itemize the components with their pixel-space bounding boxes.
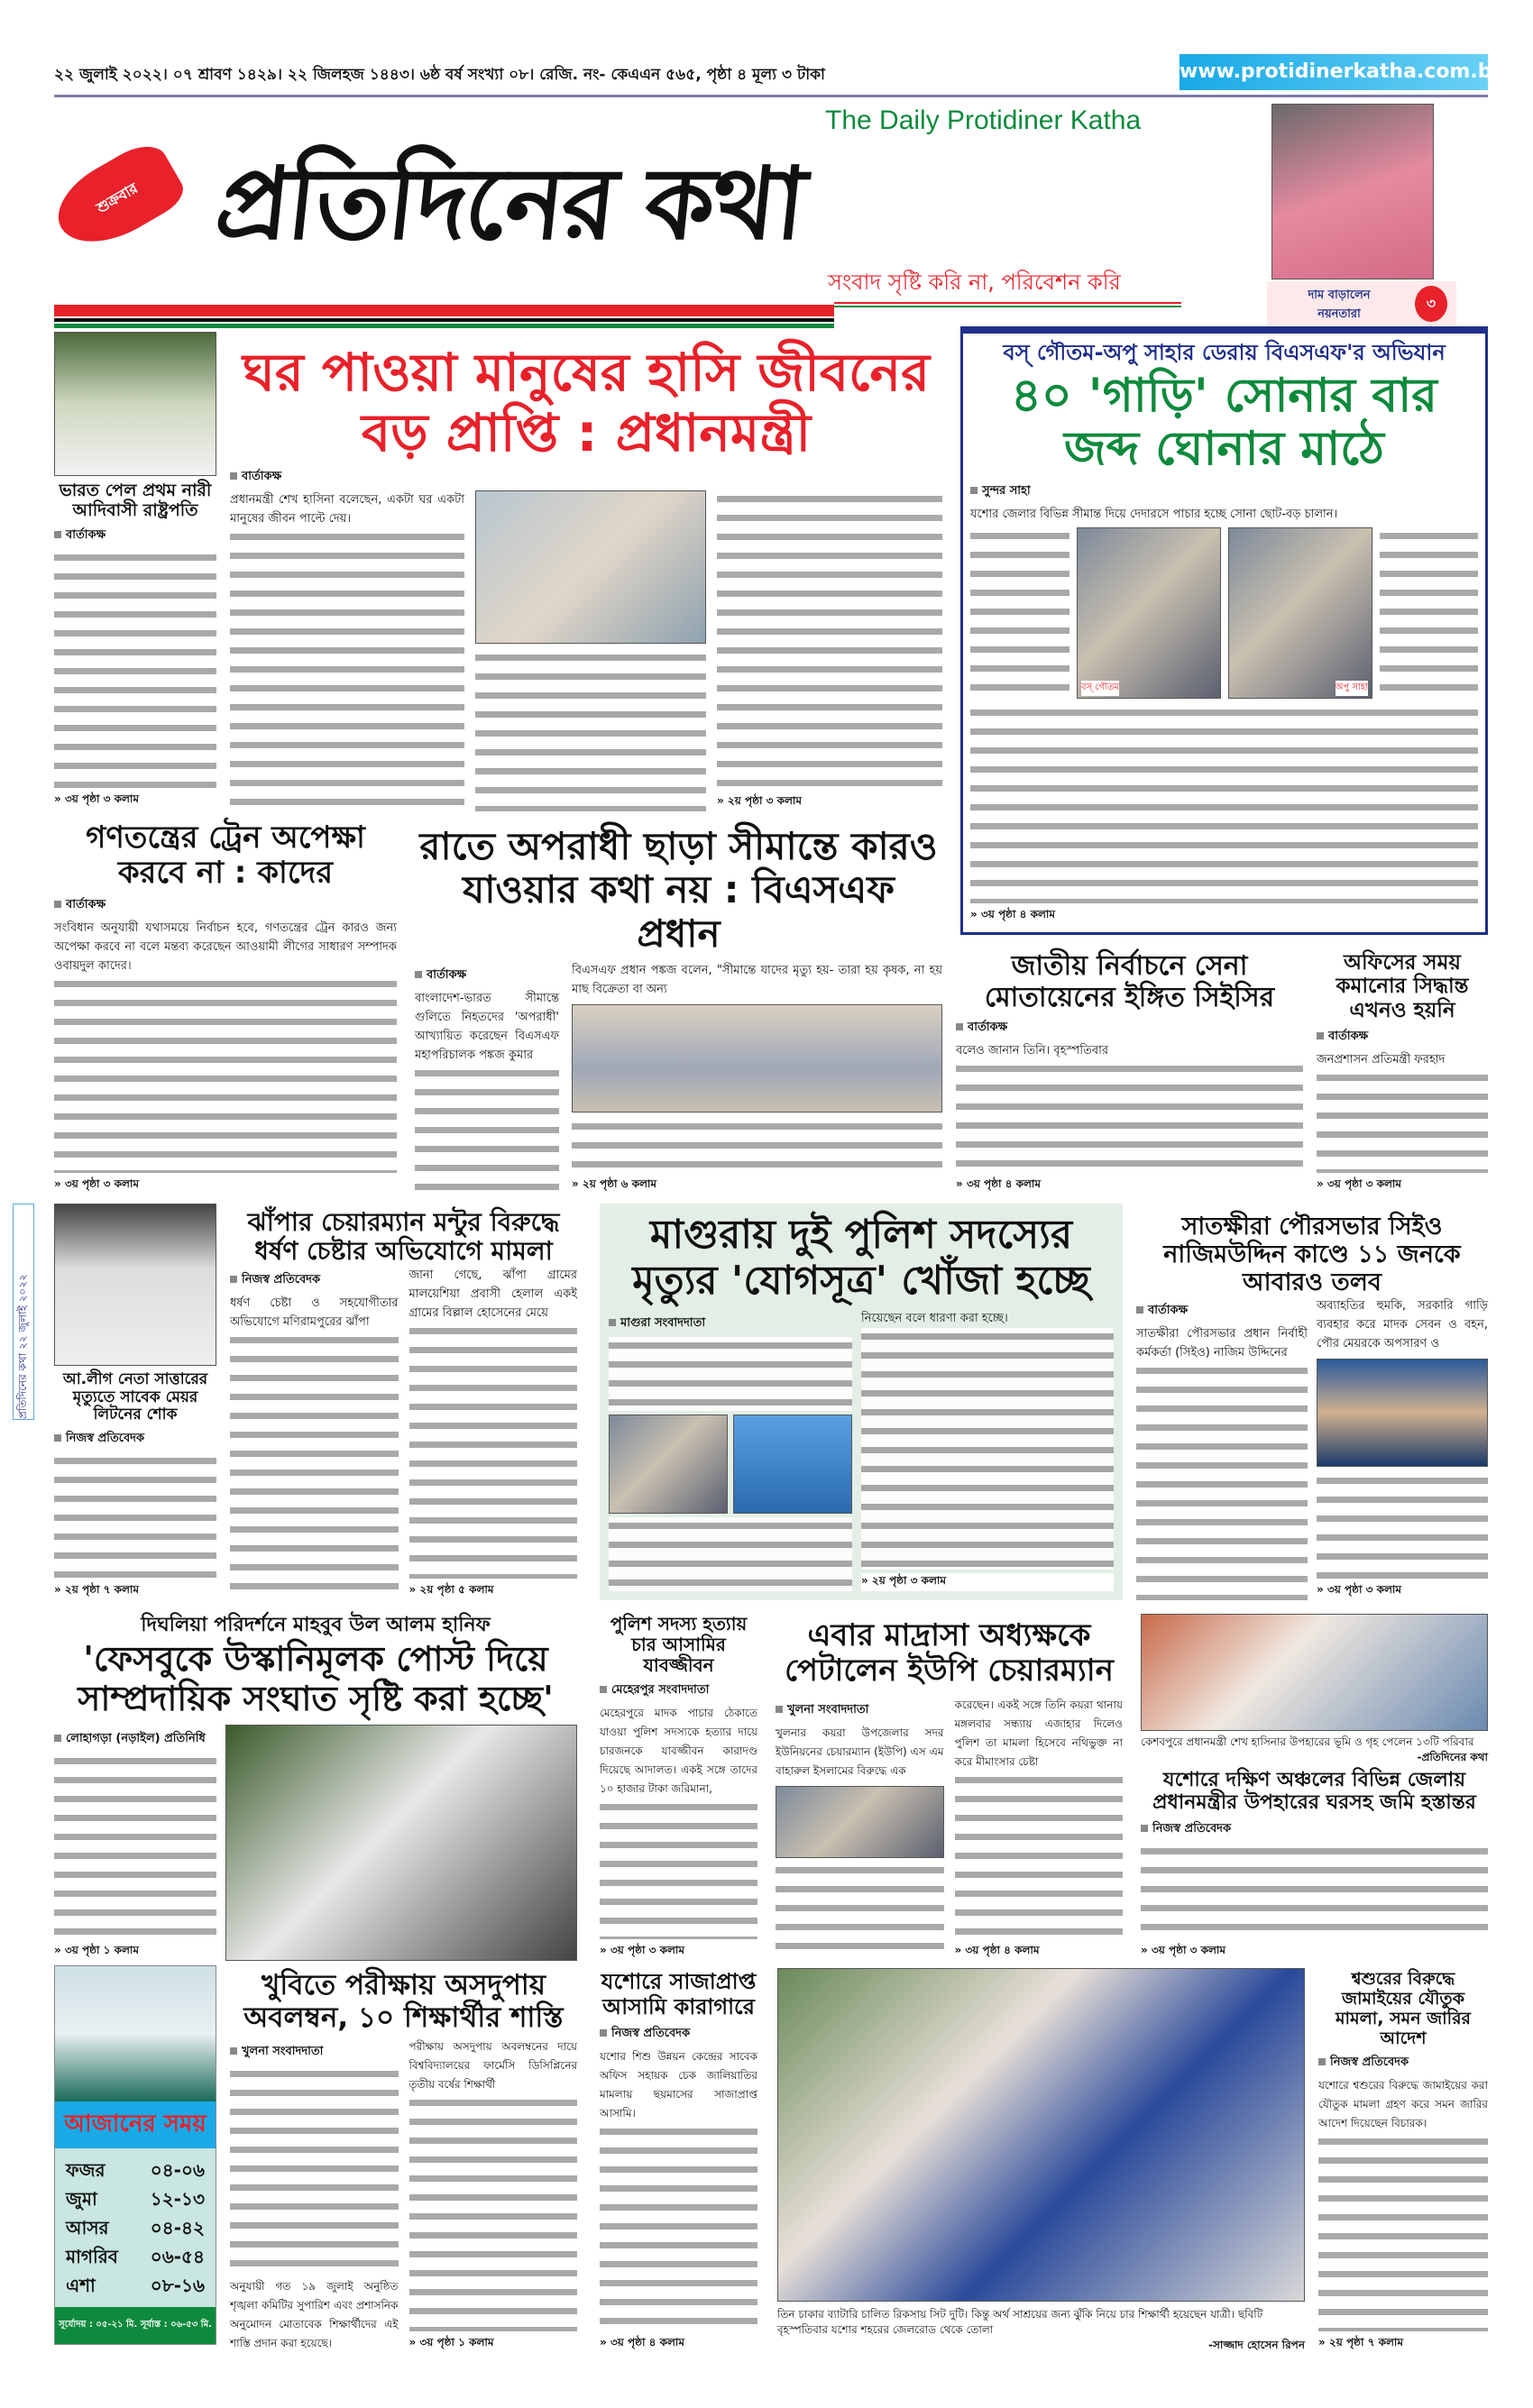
apu-photo: অপু সাহা bbox=[1228, 527, 1372, 699]
promo-caption-box[interactable] bbox=[1267, 281, 1456, 326]
article-lead: খুলনার কয়রা উপজেলার সদর ইউনিয়নের চেয়ারম্যান (ইউপি) এস এম বাহারুল ইসলামের বিরুদ্ধে এক bbox=[776, 1726, 944, 1778]
masthead-english: The Daily Protidiner Katha bbox=[825, 105, 1142, 135]
bsf-headline: রাতে অপরাধী ছাড়া সীমান্তে কারও যাওয়ার কথা নয় : বিএসএফ প্রধান bbox=[419, 824, 938, 956]
continued-link[interactable]: » ৩য় পৃষ্ঠা ৪ কলাম bbox=[600, 2335, 757, 2353]
madrasa-photo bbox=[776, 1786, 944, 1858]
quader-story[interactable] bbox=[54, 820, 397, 1195]
rickshaw-photo bbox=[777, 1968, 1305, 2302]
masthead-logo: প্রতিদিনের কথা bbox=[210, 145, 809, 261]
satkhira-headline: সাতক্ষীরা পৌরসভার সিইও নাজিমউদ্দিন কাণ্ডে ১১ জনকে আবারও তলব bbox=[1163, 1213, 1461, 1297]
article-text: বিএসএফ প্রধান পঙ্কজ বলেন, "সীমান্তে যাদের মৃত্যু হয়- তারা হয় কৃষক, না হয় মাছ বিক্রেতা বা অন্য bbox=[572, 963, 942, 996]
mosque-photo bbox=[55, 1966, 216, 2101]
prayer-time: ১২-১৩ bbox=[150, 2188, 205, 2210]
continued-link[interactable]: » ৩য় পৃষ্ঠা ৩ কলাম bbox=[1317, 1582, 1488, 1600]
lead-headline: ঘর পাওয়া মানুষের হাসি জীবনের বড় প্রাপ্তি : প্রধানমন্ত্রী bbox=[243, 342, 930, 463]
prayer-name: জুমা bbox=[66, 2188, 97, 2210]
police-photo-1 bbox=[609, 1415, 728, 1514]
article-lead: জনপ্রশাসন প্রতিমন্ত্রী ফরহাদ bbox=[1317, 1053, 1446, 1067]
condolence-story[interactable] bbox=[54, 1204, 216, 1600]
prayer-list bbox=[55, 2148, 216, 2307]
side-label: প্রতিদিনের কথা ২২ জুলাই ২০২২ bbox=[13, 1204, 34, 1420]
jail-headline: যশোরে সাজাপ্রাপ্ত আসামি কারাগারে bbox=[601, 1969, 757, 2019]
bsf-story[interactable] bbox=[415, 825, 942, 1195]
kubi-headline: খুবিতে পরীক্ষায় অসদুপায় অবলম্বন, ১০ শিক্ষার্থীর শাস্তি bbox=[243, 1969, 564, 2034]
article-lead: মেহেরপুরে মাদক পাচার ঠেকাতে যাওয়া পুলিশ সদস্যকে হত্যার দায়ে চারজনকে যাবজ্জীবন কারাদণ্ড দিয়েছে আদালত। একই সঙ্গে তাদের ১০ হাজার টাকা জরিমানা, bbox=[600, 1707, 757, 1795]
article-body bbox=[54, 549, 216, 788]
continued-link[interactable]: » ২য় পৃষ্ঠা ৬ কলাম bbox=[572, 1177, 942, 1195]
byline: বার্তাকক্ষ bbox=[1317, 1028, 1488, 1047]
article-text: অব্যাহতির হুমকি, সরকারি গাড়ি ব্যবহার করে মাদক সেবন ও বহন, পৌর মেয়রকে অপসারণ ও bbox=[1317, 1299, 1488, 1351]
continued-link[interactable]: » ২য় পৃষ্ঠা ৩ কলাম bbox=[717, 793, 942, 811]
jhapa-story[interactable] bbox=[230, 1208, 577, 1600]
hanif-story[interactable] bbox=[54, 1614, 577, 1961]
article-lead: যশোর জেলার বিভিন্ন সীমান্ত দিয়ে দেদারসে পাচার হচ্ছে সোনা ছোট-বড় চালান। bbox=[970, 508, 1338, 522]
byline: বার্তাকক্ষ bbox=[956, 1019, 1303, 1038]
magura-headline: মাগুরায় দুই পুলিশ সদস্যের মৃত্যুর 'যোগসূত্র' খোঁজা হচ্ছে bbox=[632, 1212, 1090, 1304]
cec-story[interactable] bbox=[956, 951, 1303, 1195]
prayer-title: আজানের সময় bbox=[55, 2101, 216, 2148]
article-lead: যশোর শিশু উন্নয়ন কেন্দ্রের সাবেক অফিস সহায়ক চেক জালিয়াতির মামলায় ছয়মাসের সাজাপ্রাপ্ত আসামি। bbox=[600, 2050, 757, 2120]
bsf-meeting-photo bbox=[572, 1004, 942, 1112]
article-lead: সংবিধান অনুযায়ী যথাসময়ে নির্বাচন হবে, গণতন্ত্রের ট্রেন কারও জন্য অপেক্ষা করবে না বলে মন্তব্য করেছেন আওয়ামী লীগের সাধারণ সম্পাদক ওবায়দুল কাদের। bbox=[54, 921, 397, 974]
prayer-time: ০৮-১৬ bbox=[150, 2275, 205, 2296]
housing-photo bbox=[1141, 1614, 1488, 1731]
rickshaw-feature[interactable] bbox=[777, 1968, 1305, 2353]
madrasa-story[interactable] bbox=[776, 1618, 1123, 1961]
hanif-kicker: দিঘলিয়া পরিদর্শনে মাহবুব উল আলম হানিফ bbox=[141, 1614, 491, 1636]
dowry-story[interactable] bbox=[1318, 1970, 1488, 2353]
police-photo-2 bbox=[733, 1415, 852, 1514]
byline: খুলনা সংবাদদাতা bbox=[776, 1701, 944, 1720]
byline: নিজস্ব প্রতিবেদক bbox=[54, 1430, 216, 1449]
slogan-rule bbox=[834, 302, 1181, 307]
office-story[interactable] bbox=[1317, 951, 1488, 1195]
masthead-slogan: সংবাদ সৃষ্টি করি না, পরিবেশন করি bbox=[828, 270, 1121, 295]
day-label: শুক্রবার bbox=[93, 179, 141, 217]
article-lead: ধর্ষণ চেষ্টা ও সহযোগীতার অভিযোগে মণিরামপুরের ঝাঁপা bbox=[230, 1296, 399, 1330]
prayer-name: এশা bbox=[66, 2275, 96, 2296]
prayer-time: ০৪-৪২ bbox=[150, 2217, 205, 2239]
office-headline: অফিসের সময় কমানোর সিদ্ধান্ত এখনও হয়নি bbox=[1336, 951, 1469, 1022]
president-caption: ভারত পেল প্রথম নারী আদিবাসী রাষ্ট্রপতি bbox=[59, 481, 212, 520]
website-link[interactable]: www.protidinerkatha.com.bd bbox=[1180, 54, 1488, 90]
byline: বার্তাকক্ষ bbox=[54, 896, 397, 915]
top-rule bbox=[54, 95, 1488, 97]
prayer-time: ০৬-৫৪ bbox=[150, 2246, 205, 2267]
quader-headline: গণতন্ত্রের ট্রেন অপেক্ষা করবে না : কাদের bbox=[86, 819, 365, 892]
promo-photo[interactable] bbox=[1271, 104, 1434, 279]
article-lead: প্রধানমন্ত্রী শেখ হাসিনা বলেছেন, একটা ঘর একটা মানুষের জীবন পাল্টে দেয়। bbox=[230, 493, 464, 526]
prayer-name: ফজর bbox=[66, 2159, 106, 2181]
gold-kicker: বস্ গৌতম-অপু সাহার ডেরায় বিএসএফ'র অভিযান bbox=[1003, 340, 1446, 365]
madrasa-headline: এবার মাদ্রাসা অধ্যক্ষকে পেটালেন ইউপি চেয়ারম্যান bbox=[785, 1617, 1114, 1689]
sun-times: সূর্যোদয় : ০৫-২১ মি. সূর্যাস্ত : ০৬-৫৩ মি. bbox=[55, 2307, 216, 2344]
byline: বার্তাকক্ষ bbox=[415, 966, 559, 985]
article-text: করেছেন। একই সঙ্গে তিনি কয়রা থানায় মঙ্গলবার সন্ধ্যায় এজাহার দিলেও পুলিশ তা মামলা হিসেবে নথিভুক্ত না করে মীমাংসার চেষ্টা bbox=[954, 1698, 1123, 1769]
byline: খুলনা সংবাদদাতা bbox=[230, 2043, 399, 2062]
continued-link[interactable]: » ৩য় পৃষ্ঠা ৩ কলাম bbox=[54, 1177, 397, 1195]
hanif-photo bbox=[225, 1725, 577, 1961]
continued-link[interactable]: » ৩য় পৃষ্ঠা ৪ কলাম bbox=[956, 1177, 1303, 1195]
article-lead: যশোরে শ্বশুরের বিরুদ্ধে জামাইয়ের করা যৌতুক মামলা গ্রহণ করে সমন জারির আদেশ দিয়েছেন বিচারক। bbox=[1318, 2079, 1488, 2130]
photo-caption: কেশবপুরে প্রধানমন্ত্রী শেখ হাসিনার উপহারের ভূমি ও গৃহ পেলেন ১৩টি পরিবার bbox=[1141, 1735, 1474, 1748]
prayer-name: মাগরিব bbox=[66, 2246, 118, 2267]
byline: বার্তাকক্ষ bbox=[230, 468, 942, 487]
byline: লোহাগড়া (নড়াইল) প্রতিনিধি bbox=[54, 1730, 216, 1749]
photo-caption: তিন চাকার ব্যাটারি চালিত রিকসায় সিট দুটি। কিন্তু অর্থ সাশ্রয়ের জন্য ঝুঁকি নিয়ে চার শিক্ষার্থী হয়েছেন যাত্রী। ছবিটি বৃহস্পতিবার যশোর শহরের জেলরোড থেকে তোলা bbox=[777, 2308, 1263, 2336]
prayer-time-row bbox=[66, 2271, 205, 2300]
goutam-photo: বস্ গৌতম bbox=[1077, 527, 1221, 699]
president-story[interactable] bbox=[54, 332, 216, 810]
byline: সুন্দর সাহা bbox=[970, 482, 1478, 501]
prayer-times-box bbox=[54, 1965, 216, 2345]
gold-headline: ৪০ 'গাড়ি' সোনার বার জব্দ ঘোনার মাঠে bbox=[1011, 368, 1437, 477]
hanif-headline: 'ফেসবুকে উস্কানিমূলক পোস্ট দিয়ে সাম্প্রদায়িক সংঘাত সৃষ্টি করা হচ্ছে' bbox=[78, 1639, 554, 1718]
jail-story[interactable] bbox=[600, 1970, 757, 2353]
photo-credit: -সাজ্জাদ হোসেন রিপন bbox=[1207, 2339, 1305, 2351]
byline: নিজস্ব প্রতিবেদক bbox=[600, 2025, 757, 2044]
continued-link[interactable]: » ৩য় পৃষ্ঠা ৩ কলাম bbox=[600, 1943, 757, 1961]
prayer-time-row bbox=[66, 2242, 205, 2271]
article-lead: নিয়েছেন বলে ধারণা করা হচ্ছে। bbox=[861, 1312, 1008, 1326]
sattar-photo bbox=[54, 1204, 216, 1366]
kubi-story[interactable] bbox=[230, 1970, 577, 2353]
magura-story[interactable] bbox=[600, 1204, 1123, 1600]
continued-link[interactable]: » ৩য় পৃষ্ঠা ৩ কলাম bbox=[54, 792, 216, 810]
continued-link[interactable]: » ২য় পৃষ্ঠা ৫ কলাম bbox=[409, 1582, 578, 1600]
pm-photo bbox=[475, 490, 706, 644]
masthead-rule bbox=[54, 305, 834, 328]
gold-story[interactable] bbox=[960, 326, 1488, 935]
satkhira-story[interactable] bbox=[1136, 1213, 1488, 1600]
nazim-photo bbox=[1317, 1359, 1488, 1467]
byline: বার্তাকক্ষ bbox=[54, 526, 216, 545]
prayer-time: ০৪-০৬ bbox=[150, 2159, 205, 2181]
continued-link[interactable]: » ২য় পৃষ্ঠা ৩ কলাম bbox=[861, 1573, 1114, 1591]
continued-link[interactable]: » ২য় পৃষ্ঠা ৭ কলাম bbox=[54, 1582, 216, 1600]
continued-link[interactable]: » ৩য় পৃষ্ঠা ১ কলাম bbox=[409, 2335, 578, 2353]
dateline: ২২ জুলাই ২০২২। ০৭ শ্রাবণ ১৪২৯। ২২ জিলহজ ১৪৪৩। ৬ষ্ঠ বর্ষ সংখ্যা ০৮। রেজি. নং- কেএএন ৫৬৫, পৃষ্ঠা ৪ মূল্য ৩ টাকা bbox=[54, 66, 825, 84]
article-text: অনুযায়ী গত ১৯ জুলাই অনুষ্ঠিত শৃঙ্খলা কমিটির সুপারিশ এবং প্রশাসনিক অনুমোদন মোতাবেক শিক্ষার্থীদের এই শাস্তি প্রদান করা হয়েছে। bbox=[230, 2280, 399, 2349]
byline: নিজস্ব প্রতিবেদক bbox=[1141, 1820, 1488, 1839]
article-lead: বলেও জানান তিনি। বৃহস্পতিবার bbox=[956, 1044, 1109, 1058]
continued-link[interactable]: » ৩য় পৃষ্ঠা ৪ কলাম bbox=[955, 1943, 1124, 1961]
article-lead: পরীক্ষায় অসদুপায় অবলম্বনের দায়ে বিশ্ববিদ্যালয়ের ফার্মেসি ডিসিপ্লিনের তৃতীয় বর্ষের শিক্ষার্থী bbox=[408, 2040, 577, 2092]
promo-caption: দাম বাড়ালেন নয়নতারা bbox=[1308, 288, 1371, 321]
dowry-headline: শ্বশুরের বিরুদ্ধে জামাইয়ের যৌতুক মামলা, সমন জারির আদেশ bbox=[1335, 1969, 1471, 2048]
byline: বার্তাকক্ষ bbox=[1136, 1302, 1308, 1321]
president-photo bbox=[54, 332, 216, 476]
day-badge bbox=[44, 135, 189, 261]
byline: নিজস্ব প্রতিবেদক bbox=[230, 1271, 399, 1290]
cec-headline: জাতীয় নির্বাচনে সেনা মোতায়েনের ইঙ্গিত সিইসির bbox=[984, 950, 1275, 1013]
article-text: জানা গেছে, ঝাঁপা গ্রামের মালয়েশিয়া প্রবাসী হেলাল একই গ্রামের বিল্লাল হোসেনের মেয়ে bbox=[408, 1268, 577, 1321]
jhapa-headline: ঝাঁপার চেয়ারম্যান মন্টুর বিরুদ্ধে ধর্ষণ চেষ্টার অভিযোগে মামলা bbox=[247, 1207, 560, 1267]
byline: মেহেরপুর সংবাদদাতা bbox=[600, 1681, 757, 1700]
lead-story[interactable] bbox=[230, 343, 942, 811]
prayer-time-row bbox=[66, 2184, 205, 2213]
prayer-name: আসর bbox=[66, 2217, 109, 2239]
article-lead: বাংলাদেশ-ভারত সীমান্তে গুলিতে নিহতদের 'অপরাধী' আখ্যায়িত করেছেন বিএসএফ মহাপরিচালক পঙ্কজ কুমার bbox=[415, 991, 559, 1062]
continued-link[interactable]: » ৩য় পৃষ্ঠা ৩ কলাম bbox=[1317, 1177, 1488, 1195]
photo-credit: -প্রতিদিনের কথা bbox=[1417, 1751, 1488, 1763]
continued-link[interactable]: » ৩য় পৃষ্ঠা ৪ কলাম bbox=[970, 907, 1478, 925]
prayer-time-row bbox=[66, 2156, 205, 2184]
article-lead: সাতক্ষীরা পৌরসভার প্রধান নির্বাহী কর্মকর্তা (সিইও) নাজিম উদ্দিনের bbox=[1136, 1327, 1308, 1360]
continued-link[interactable]: » ৩য় পৃষ্ঠা ১ কলাম bbox=[54, 1943, 216, 1961]
housing-story[interactable] bbox=[1141, 1614, 1488, 1961]
prayer-time-row bbox=[66, 2213, 205, 2242]
promo-page-badge: ৩ bbox=[1415, 286, 1447, 322]
byline: মাগুরা সংবাদদাতা bbox=[609, 1314, 852, 1333]
condolence-caption: আ.লীগ নেতা সাত্তারের মৃত্যুতে সাবেক মেয়র লিটনের শোক bbox=[62, 1370, 208, 1424]
continued-link[interactable]: » ৩য় পৃষ্ঠা ৩ কলাম bbox=[1141, 1943, 1488, 1961]
byline: নিজস্ব প্রতিবেদক bbox=[1318, 2054, 1488, 2073]
police-murder-story[interactable] bbox=[600, 1614, 757, 1961]
housing-headline: যশোরে দক্ষিণ অঞ্চলের বিভিন্ন জেলায় প্রধানমন্ত্রীর উপহারের ঘরসহ জমি হস্তান্তর bbox=[1152, 1769, 1476, 1815]
police-murder-headline: পুলিশ সদস্য হত্যায় চার আসামির যাবজ্জীবন bbox=[610, 1613, 748, 1676]
continued-link[interactable]: » ২য় পৃষ্ঠা ৭ কলাম bbox=[1318, 2335, 1488, 2353]
